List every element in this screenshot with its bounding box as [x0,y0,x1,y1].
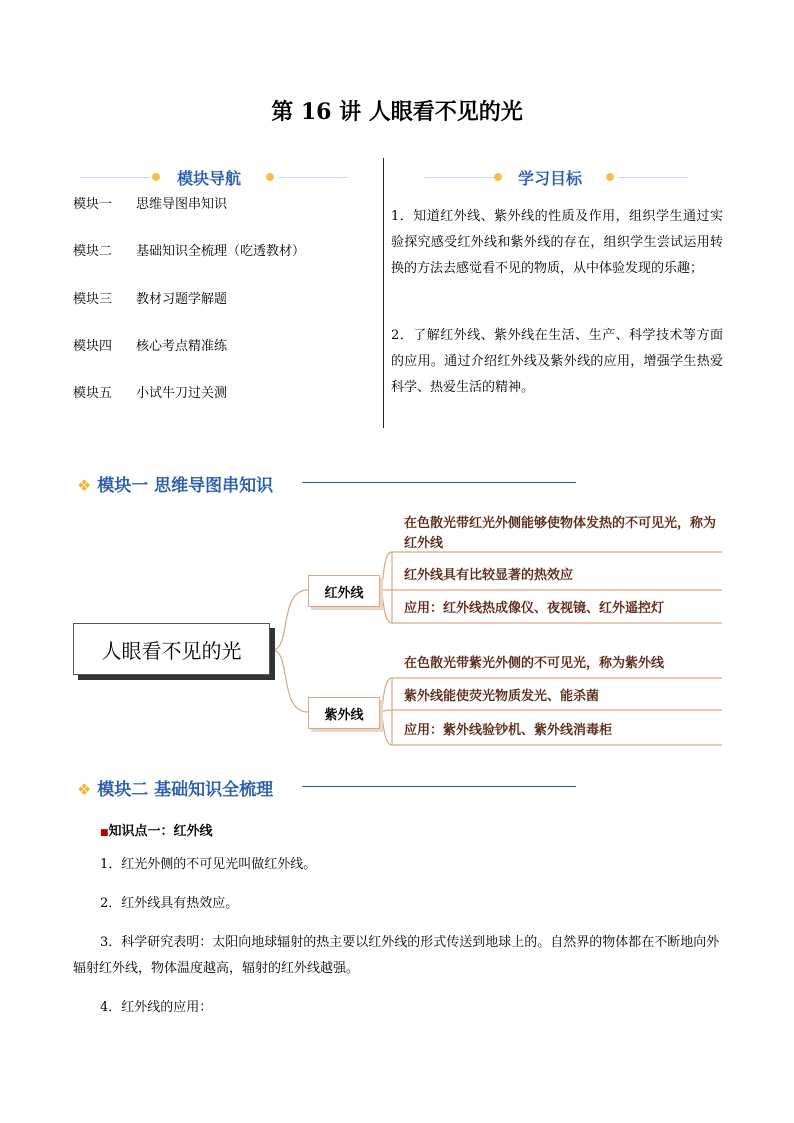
page-title: 第 16 讲 人眼看不见的光 [271,99,523,125]
connector-uv-leaf2 [380,710,722,712]
mindmap-branch-infrared: 红外线 [308,575,380,607]
paragraph: 4．红外线的应用： [100,1000,213,1015]
nav-item-number: 模块一 [73,197,113,212]
knowledge-point-title [100,820,213,839]
nav-item-label: 小试牛刀过关测 [136,386,228,401]
module2-heading [77,775,273,800]
connector-root-uv [272,650,308,712]
nav-item-label: 基础知识全梳理（吃透教材） [136,244,306,259]
nav-item-label: 思维导图串知识 [136,197,228,212]
knowledge-point-label: 知识点一：红外线 [108,824,213,839]
module2-rule [302,786,576,787]
mindmap-root: 人眼看不见的光 [73,623,270,675]
module1-title: 模块一 思维导图串知识 [97,476,274,496]
square-bullet-icon: ■ [100,828,109,838]
nav-item-number: 模块五 [73,386,113,401]
mindmap-leaf: 在色散光带红光外侧能够使物体发热的不可见光，称为红外线 [404,516,717,551]
diamond-icon: ❖ [77,476,92,495]
nav-item-label: 教材习题学解题 [136,292,228,307]
goal-item: 1．知道红外线、紫外线的性质及作用，组织学生通过实验探究感受红外线和紫外线的存在，组织学生尝试运用转换的方法去感觉看不见的物质，从中体验发现的乐趣； [391,209,723,276]
nav-heading: 模块导航 [177,169,242,188]
mindmap-branch-ultraviolet: 紫外线 [308,697,380,729]
mindmap-leaf: 应用：紫外线验钞机、紫外线消毒柜 [404,723,613,738]
goals-heading: 学习目标 [518,169,583,188]
diamond-icon: ❖ [77,780,92,799]
nav-item-number: 模块二 [73,244,113,259]
nav-item-label: 核心考点精准练 [136,339,228,354]
nav-item-number: 模块三 [73,292,113,307]
mindmap-leaf: 紫外线能使荧光物质发光、能杀菌 [404,689,600,704]
mindmap-leaf: 在色散光带紫光外侧的不可见光，称为紫外线 [404,656,665,671]
mindmap-leaf: 应用：红外线热成像仪、夜视镜、红外遥控灯 [404,601,665,616]
paragraph: 1．红光外侧的不可见光叫做红外线。 [100,857,317,872]
module2-title: 模块二 基础知识全梳理 [97,780,274,800]
paragraph: 3．科学研究表明：太阳向地球辐射的热主要以红外线的形式传送到地球上的。自然界的物体都在不断地向外辐射红外线，物体温度越高，辐射的红外线越强。 [73,935,720,976]
connector-root-ir [272,590,308,650]
goal-item: 2．了解红外线、紫外线在生活、生产、科学技术等方面的应用。通过介绍红外线及紫外线的应用，增强学生热爱科学、热爱生活的精神。 [391,328,723,395]
mindmap-leaf: 红外线具有比较显著的热效应 [404,568,574,583]
nav-item-number: 模块四 [73,339,113,354]
paragraph: 2．红外线具有热效应。 [100,896,239,911]
